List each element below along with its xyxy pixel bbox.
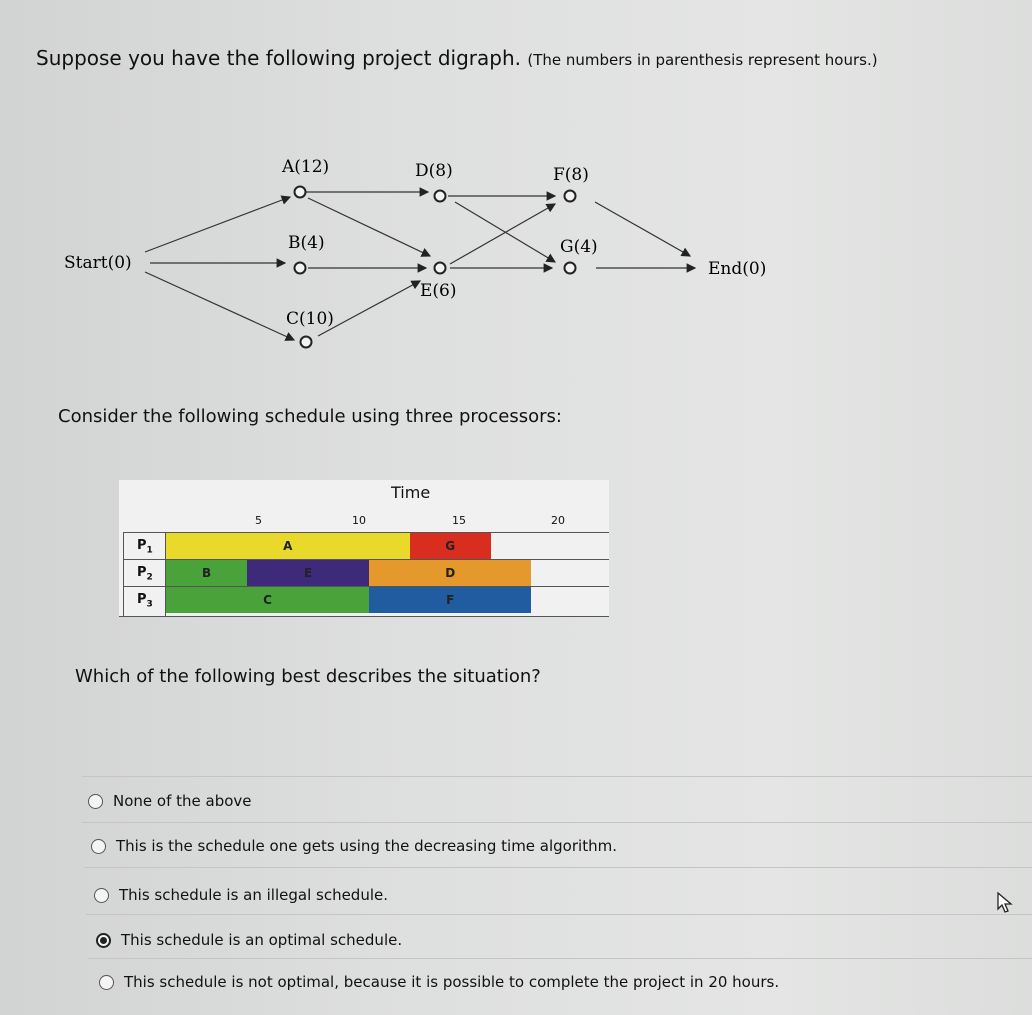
gantt-tick: 10 — [352, 514, 366, 527]
radio-button[interactable] — [99, 975, 114, 990]
option-label: This schedule is not optimal, because it is possible to complete the project in 20 hours. — [124, 973, 780, 991]
gantt-tick: 20 — [551, 514, 565, 527]
schedule-intro: Consider the following schedule using three processors: — [58, 406, 562, 427]
gantt-time-label: Time — [391, 483, 431, 502]
node-e-label: E(6) — [420, 281, 457, 301]
node-end-label: End(0) — [708, 259, 767, 279]
processor-label-2: $P_2$ — [137, 565, 153, 583]
node-b — [295, 263, 306, 274]
node-c — [301, 337, 312, 348]
project-digraph — [0, 140, 820, 370]
gantt-task-f: F — [369, 587, 531, 613]
node-b-label: B(4) — [288, 233, 325, 253]
edge-start-c — [145, 272, 294, 340]
mouse-cursor-icon — [996, 892, 1014, 914]
option-label: This schedule is an illegal schedule. — [119, 886, 388, 904]
edge-a-e — [308, 198, 430, 256]
gantt-task-d: D — [369, 560, 531, 586]
processor-label-1: $P_1$ — [137, 538, 153, 556]
option-decreasing-time-algorithm[interactable] — [91, 837, 617, 855]
gantt-tick: 5 — [255, 514, 262, 527]
question-prompt: Which of the following best describes the situation? — [75, 666, 541, 687]
radio-button[interactable] — [94, 888, 109, 903]
radio-button-selected[interactable] — [96, 933, 111, 948]
node-start-label: Start(0) — [64, 253, 132, 273]
gantt-task-c: C — [166, 587, 369, 613]
node-d-label: D(8) — [415, 161, 453, 181]
question-title-main: Suppose you have the following project digraph. — [36, 46, 521, 70]
option-optimal-schedule[interactable] — [96, 931, 402, 949]
node-c-label: C(10) — [286, 309, 334, 329]
question-title-note: (The numbers in parenthesis represent hours.) — [527, 51, 878, 69]
node-e — [435, 263, 446, 274]
node-f-label: F(8) — [553, 165, 589, 185]
edge-f-end — [595, 202, 690, 256]
node-a — [295, 187, 306, 198]
gantt-task-b: B — [166, 560, 247, 586]
gantt-task-e: E — [247, 560, 369, 586]
node-g — [565, 263, 576, 274]
option-label: None of the above — [113, 792, 252, 810]
gantt-tick: 15 — [452, 514, 466, 527]
gantt-task-a: A — [166, 533, 410, 559]
edge-start-a — [145, 197, 290, 252]
node-f — [565, 191, 576, 202]
radio-button[interactable] — [91, 839, 106, 854]
option-not-optimal[interactable] — [99, 973, 779, 991]
option-label: This is the schedule one gets using the decreasing time algorithm. — [116, 837, 617, 855]
edge-e-f — [450, 204, 555, 264]
node-g-label: G(4) — [560, 237, 598, 257]
option-none-of-the-above[interactable] — [88, 792, 252, 810]
processor-label-3: $P_3$ — [137, 592, 153, 610]
radio-button[interactable] — [88, 794, 103, 809]
option-illegal-schedule[interactable] — [94, 886, 388, 904]
question-title — [36, 46, 878, 70]
node-d — [435, 191, 446, 202]
option-label: This schedule is an optimal schedule. — [121, 931, 403, 949]
gantt-task-g: G — [410, 533, 491, 559]
gantt-chart — [119, 480, 609, 617]
node-a-label: A(12) — [282, 157, 330, 177]
